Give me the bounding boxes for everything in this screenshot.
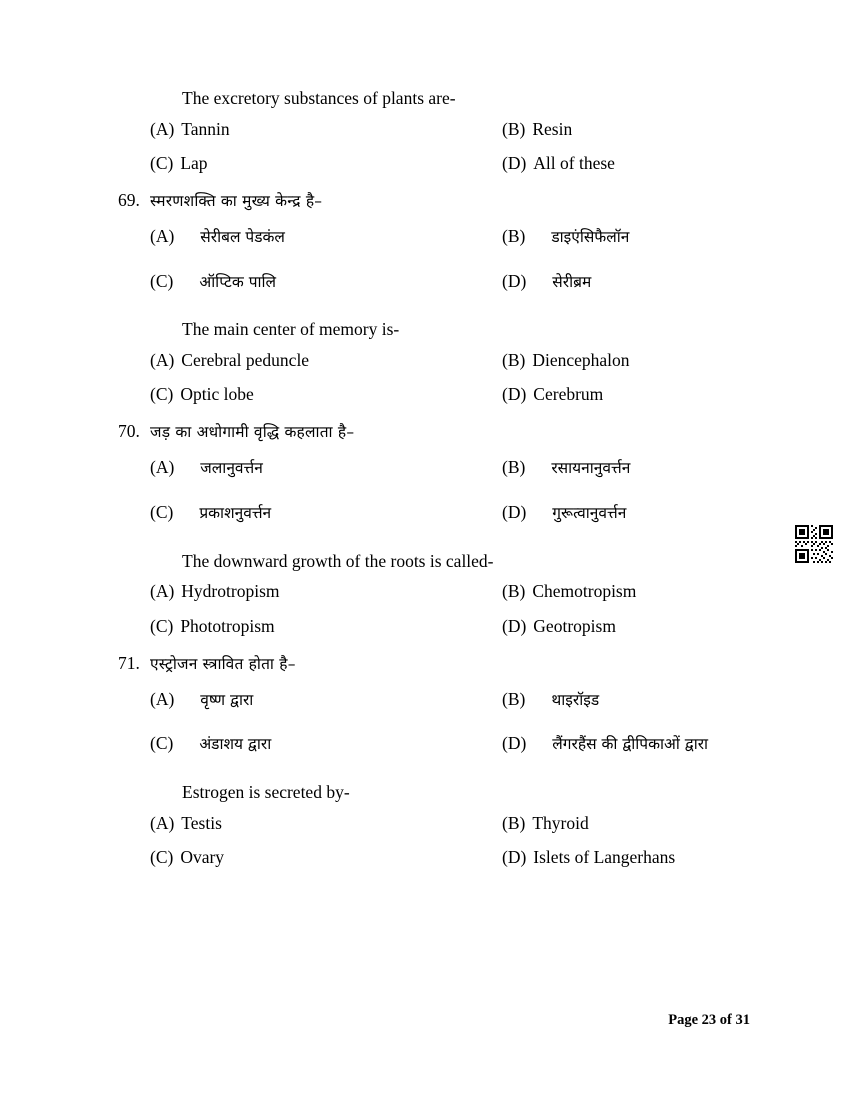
option-label: (A) <box>150 581 175 602</box>
option-label: (D) <box>502 615 527 636</box>
option-text: Lap <box>180 153 208 173</box>
option-c[interactable] <box>118 721 470 766</box>
option-label: (D) <box>502 501 527 522</box>
question-block <box>118 551 758 643</box>
option-label: (A) <box>150 688 175 709</box>
option-d[interactable] <box>470 721 758 766</box>
question-stem <box>118 551 758 573</box>
question-text: The downward growth of the roots is called- <box>182 550 494 571</box>
option-a[interactable] <box>118 214 470 259</box>
option-grid <box>118 214 758 303</box>
option-b[interactable] <box>470 445 758 490</box>
option-text: Cerebral peduncle <box>181 350 310 371</box>
option-label: (D) <box>502 846 527 867</box>
option-text: वृष्ण द्वारा <box>200 690 254 709</box>
question-stem <box>118 782 758 804</box>
question-number: 70. <box>118 421 140 442</box>
option-a[interactable] <box>118 112 470 146</box>
option-label: (C) <box>150 153 174 173</box>
option-c[interactable] <box>118 490 470 535</box>
question-block <box>118 190 758 303</box>
option-c[interactable] <box>118 609 470 643</box>
option-label: (C) <box>150 270 174 291</box>
option-text: Resin <box>532 118 573 139</box>
option-text: लैंगरहैंस की द्वीपिकाओं द्वारा <box>552 735 709 754</box>
option-d[interactable] <box>470 609 758 643</box>
option-a[interactable] <box>118 574 470 608</box>
option-c[interactable] <box>118 840 470 874</box>
option-text: Phototropism <box>180 615 275 636</box>
question-block <box>118 319 758 411</box>
spacer <box>118 643 758 653</box>
question-text: जड़ का अधोगामी वृद्धि कहलाता है– <box>150 423 355 442</box>
option-text: Cerebrum <box>533 384 604 405</box>
question-block <box>118 421 758 534</box>
option-d[interactable] <box>470 259 758 304</box>
option-label: (D) <box>502 270 527 291</box>
option-text: Geotropism <box>533 615 616 636</box>
option-label: (B) <box>502 812 526 833</box>
question-text: Estrogen is secreted by- <box>182 781 350 802</box>
spacer <box>118 411 758 421</box>
qr-code-icon <box>795 525 833 563</box>
option-b[interactable] <box>470 574 758 608</box>
option-d[interactable] <box>470 840 758 874</box>
option-d[interactable] <box>470 490 758 535</box>
option-text: अंडाशय द्वारा <box>199 735 272 754</box>
option-grid <box>118 343 758 411</box>
option-label: (A) <box>150 226 175 246</box>
option-text: Ovary <box>180 846 225 867</box>
option-text: All of these <box>533 153 615 173</box>
question-number: 69. <box>118 190 140 211</box>
spacer <box>118 303 758 319</box>
option-grid <box>118 574 758 642</box>
question-number: 71. <box>118 652 140 673</box>
option-label: (C) <box>150 384 174 405</box>
option-label: (D) <box>502 153 527 173</box>
option-text: जलानुवर्त्तन <box>200 459 263 478</box>
option-b[interactable] <box>470 343 758 377</box>
option-text: Islets of Langerhans <box>533 846 676 867</box>
option-label: (B) <box>502 581 526 602</box>
option-label: (D) <box>502 384 527 405</box>
question-list <box>118 88 758 874</box>
option-c[interactable] <box>118 146 470 180</box>
question-block <box>118 88 758 180</box>
option-text: रसायनानुवर्त्तन <box>551 459 631 478</box>
option-text: थाइरॉइड <box>551 690 600 709</box>
option-text: Diencephalon <box>532 350 630 371</box>
option-label: (C) <box>150 501 174 522</box>
question-text: एस्ट्रोजन स्त्रावित होता है– <box>150 654 296 673</box>
option-grid <box>118 806 758 874</box>
question-block <box>118 782 758 874</box>
option-text: ऑप्टिक पालि <box>199 272 277 291</box>
option-text: सेरीब्रम <box>552 272 592 291</box>
option-label: (B) <box>502 688 526 709</box>
question-stem <box>118 421 758 443</box>
option-label: (B) <box>502 457 526 478</box>
option-grid <box>118 112 758 180</box>
question-block <box>118 653 758 766</box>
option-a[interactable] <box>118 343 470 377</box>
option-label: (A) <box>150 457 175 478</box>
option-grid <box>118 677 758 766</box>
option-text: Tannin <box>181 118 230 139</box>
question-stem <box>118 319 758 341</box>
option-text: Thyroid <box>532 812 589 833</box>
spacer <box>118 535 758 551</box>
question-text: स्मरणशक्ति का मुख्य केन्द्र है– <box>150 192 323 211</box>
question-text: The excretory substances of plants are- <box>182 88 456 108</box>
spacer <box>118 766 758 782</box>
option-c[interactable] <box>118 377 470 411</box>
option-label: (A) <box>150 118 175 139</box>
option-label: (A) <box>150 350 175 371</box>
option-d[interactable] <box>470 377 758 411</box>
option-b[interactable] <box>470 677 758 722</box>
option-label: (D) <box>502 733 527 754</box>
question-stem <box>118 190 758 212</box>
option-text: Chemotropism <box>532 581 637 602</box>
page-footer: Page 23 of 31 <box>668 1012 750 1028</box>
option-b[interactable] <box>470 112 758 146</box>
option-text: Hydrotropism <box>181 581 280 602</box>
option-label: (C) <box>150 846 174 867</box>
option-label: (C) <box>150 733 174 754</box>
option-a[interactable] <box>118 806 470 840</box>
option-b[interactable] <box>470 214 758 259</box>
option-a[interactable] <box>118 445 470 490</box>
option-text: Testis <box>181 812 222 833</box>
option-label: (A) <box>150 812 175 833</box>
option-b[interactable] <box>470 806 758 840</box>
question-text: The main center of memory is- <box>182 319 400 340</box>
option-d[interactable] <box>470 146 758 180</box>
option-text: प्रकाशनुवर्त्तन <box>199 503 272 522</box>
option-grid <box>118 445 758 534</box>
option-c[interactable] <box>118 259 470 304</box>
option-label: (B) <box>502 226 526 246</box>
option-text: Optic lobe <box>180 384 254 405</box>
option-label: (B) <box>502 118 526 139</box>
option-text: गुरूत्वानुवर्त्तन <box>552 503 627 522</box>
spacer <box>118 180 758 190</box>
question-stem <box>118 88 758 110</box>
option-a[interactable] <box>118 677 470 722</box>
option-label: (B) <box>502 350 526 371</box>
question-stem <box>118 653 758 675</box>
option-label: (C) <box>150 615 174 636</box>
option-text: डाइएंसिफैलॉन <box>551 228 630 246</box>
option-text: सेरीबल पेडकंल <box>200 228 285 246</box>
